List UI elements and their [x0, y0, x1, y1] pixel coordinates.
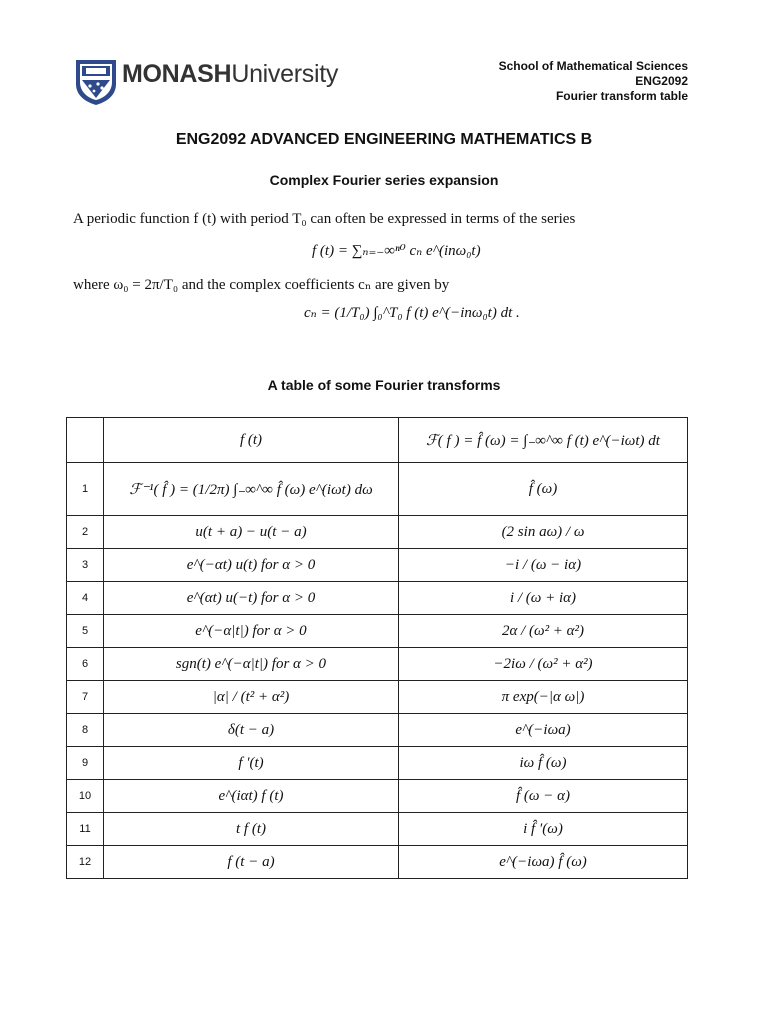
coefficients-intro-text: where ω₀ = 2π/T₀ and the complex coefficients cₙ are given by — [73, 277, 450, 293]
header-cell-index — [67, 418, 104, 463]
time-domain-function: f ′(t) — [104, 747, 399, 780]
fourier-transform-table — [66, 417, 688, 879]
frequency-domain-transform: i f̂ ′(ω) — [399, 813, 688, 846]
row-number: 9 — [67, 747, 104, 780]
table-row — [67, 549, 688, 582]
time-domain-function: e^(−αt) u(t) for α > 0 — [104, 549, 399, 582]
frequency-domain-transform: π exp(−|α ω|) — [399, 681, 688, 714]
monash-crest-logo — [74, 58, 118, 106]
frequency-domain-transform: (2 sin aω) / ω — [399, 516, 688, 549]
table-row — [67, 747, 688, 780]
row-number: 3 — [67, 549, 104, 582]
time-domain-function: e^(αt) u(−t) for α > 0 — [104, 582, 399, 615]
school-name: School of Mathematical Sciences — [498, 59, 688, 73]
row-number: 7 — [67, 681, 104, 714]
table-row — [67, 813, 688, 846]
section-heading-fourier-series: Complex Fourier series expansion — [269, 172, 499, 188]
row-number: 8 — [67, 714, 104, 747]
row-number: 11 — [67, 813, 104, 846]
frequency-domain-transform: −i / (ω − iα) — [399, 549, 688, 582]
table-row — [67, 516, 688, 549]
table-row — [67, 582, 688, 615]
row-number: 2 — [67, 516, 104, 549]
frequency-domain-transform: e^(−iωa) f̂ (ω) — [399, 846, 688, 879]
document-subtitle: Fourier transform table — [555, 89, 688, 103]
time-domain-function: u(t + a) − u(t − a) — [104, 516, 399, 549]
time-domain-function: e^(−α|t|) for α > 0 — [104, 615, 399, 648]
row-number: 5 — [67, 615, 104, 648]
time-domain-function: f (t − a) — [104, 846, 399, 879]
table-row — [67, 846, 688, 879]
course-code: ENG2092 — [635, 74, 688, 88]
time-domain-function: ℱ⁻¹( f̂ ) = (1/2π) ∫₋∞^∞ f̂ (ω) e^(iωt) dω — [104, 463, 399, 516]
table-row — [67, 615, 688, 648]
table-row — [67, 648, 688, 681]
header-cell-function: f (t) — [104, 418, 399, 463]
series-intro-text: A periodic function f (t) with period T₀ can often be expressed in terms of the series — [73, 211, 576, 227]
row-number: 6 — [67, 648, 104, 681]
brand-light: University — [231, 60, 339, 88]
frequency-domain-transform: e^(−iωa) — [399, 714, 688, 747]
row-number: 12 — [67, 846, 104, 879]
time-domain-function: |α| / (t² + α²) — [104, 681, 399, 714]
table-header-row — [67, 418, 688, 463]
coefficient-equation: cₙ = (1/T₀) ∫₀^T₀ f (t) e^(−inω₀t) dt . — [304, 305, 520, 321]
header-course-info — [499, 59, 688, 104]
time-domain-function: sgn(t) e^(−α|t|) for α > 0 — [104, 648, 399, 681]
table-row — [67, 463, 688, 516]
frequency-domain-transform: f̂ (ω − α) — [399, 780, 688, 813]
table-row — [67, 780, 688, 813]
document-title: ENG2092 ADVANCED ENGINEERING MATHEMATICS B — [175, 131, 593, 148]
frequency-domain-transform: f̂ (ω) — [399, 463, 688, 516]
row-number: 10 — [67, 780, 104, 813]
header-cell-transform: ℱ( f ) = f̂ (ω) = ∫₋∞^∞ f (t) e^(−iωt) dt — [399, 418, 688, 463]
frequency-domain-transform: −2iω / (ω² + α²) — [399, 648, 688, 681]
university-name — [122, 60, 338, 89]
section-heading-transform-table: A table of some Fourier transforms — [267, 377, 501, 393]
table-row — [67, 714, 688, 747]
series-equation: f (t) = ∑ₙ₌₋∞ⁿ⁰ cₙ e^(inω₀t) — [312, 243, 481, 259]
time-domain-function: δ(t − a) — [104, 714, 399, 747]
row-number: 4 — [67, 582, 104, 615]
row-number: 1 — [67, 463, 104, 516]
frequency-domain-transform: iω f̂ (ω) — [399, 747, 688, 780]
time-domain-function: e^(iαt) f (t) — [104, 780, 399, 813]
table-row — [67, 681, 688, 714]
frequency-domain-transform: i / (ω + iα) — [399, 582, 688, 615]
frequency-domain-transform: 2α / (ω² + α²) — [399, 615, 688, 648]
time-domain-function: t f (t) — [104, 813, 399, 846]
brand-bold: MONASH — [122, 60, 232, 88]
